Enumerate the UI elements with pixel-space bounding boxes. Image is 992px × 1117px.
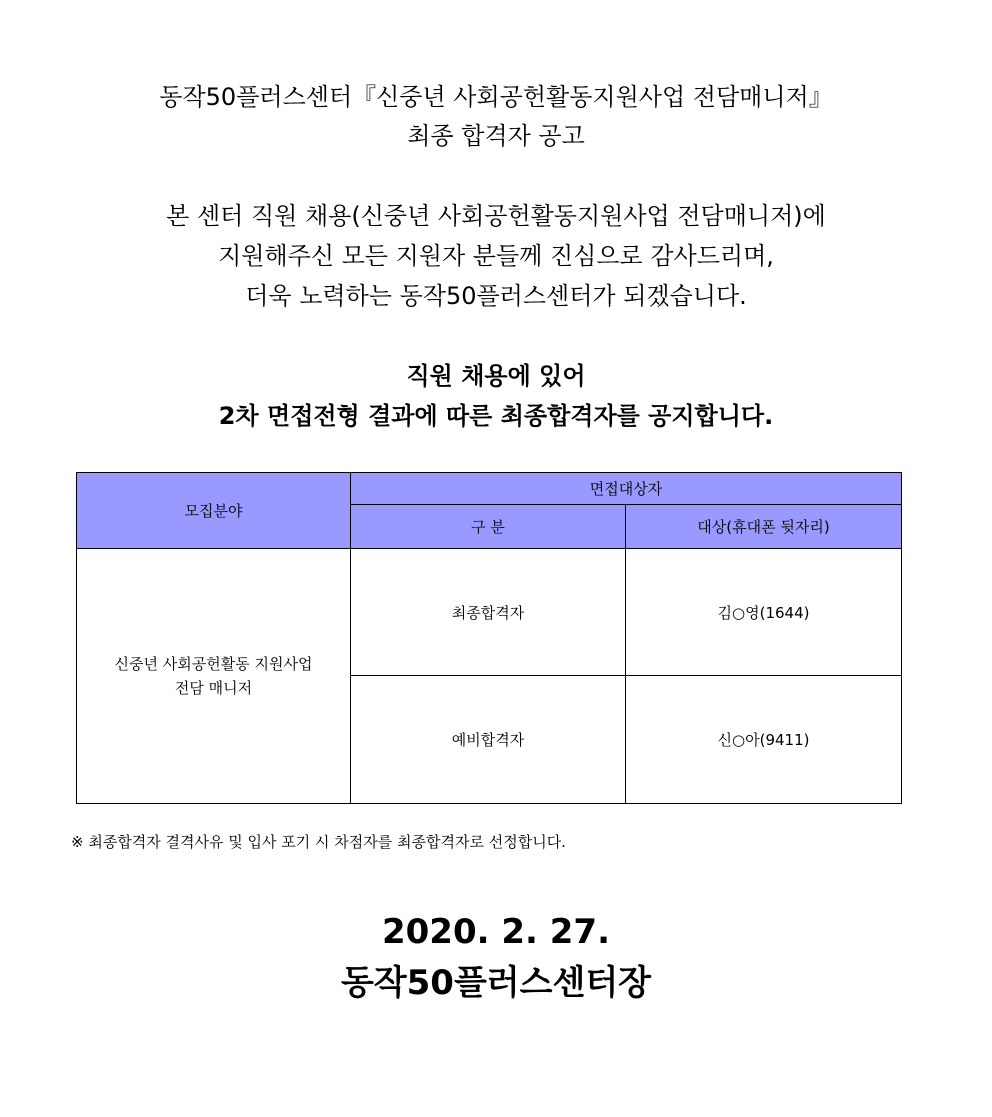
announcement-line-1: 직원 채용에 있어: [406, 362, 586, 390]
category-cell: 최종합격자: [351, 549, 626, 676]
intro-line-1: 본 센터 직원 채용(신중년 사회공헌활동지원사업 전담매니저)에: [166, 202, 826, 230]
table-header-row: [77, 473, 902, 505]
table-row: [77, 549, 902, 676]
header-category: 구 분: [351, 505, 626, 549]
intro-line-3: 더욱 노력하는 동작50플러스센터가 되겠습니다.: [245, 282, 747, 310]
category-cell: 예비합격자: [351, 676, 626, 804]
header-group: 면접대상자: [351, 473, 902, 505]
target-cell: 신○아(9411): [626, 676, 902, 804]
signature: 동작50플러스센터장: [340, 963, 652, 1003]
title-line-1: 동작50플러스센터『신중년 사회공헌활동지원사업 전담매니저』: [159, 83, 833, 111]
header-target: 대상(휴대폰 뒷자리): [626, 505, 902, 549]
announcement-line-2: 2차 면접전형 결과에 따른 최종합격자를 공지합니다.: [218, 402, 774, 430]
intro-line-2: 지원해주신 모든 지원자 분들께 진심으로 감사드리며,: [218, 242, 774, 270]
field-line-1: 신중년 사회공헌활동 지원사업: [114, 655, 313, 673]
target-cell: 김○영(1644): [626, 549, 902, 676]
title-line-2: 최종 합격자 공고: [407, 122, 585, 150]
result-table: [76, 472, 902, 804]
header-field: 모집분야: [77, 473, 351, 549]
field-line-2: 전담 매니저: [174, 679, 253, 697]
announcement-date: 2020. 2. 27.: [381, 912, 611, 952]
field-cell: [77, 549, 351, 804]
footnote: ※ 최종합격자 결격사유 및 입사 포기 시 차점자를 최종합격자로 선정합니다.: [71, 833, 566, 851]
